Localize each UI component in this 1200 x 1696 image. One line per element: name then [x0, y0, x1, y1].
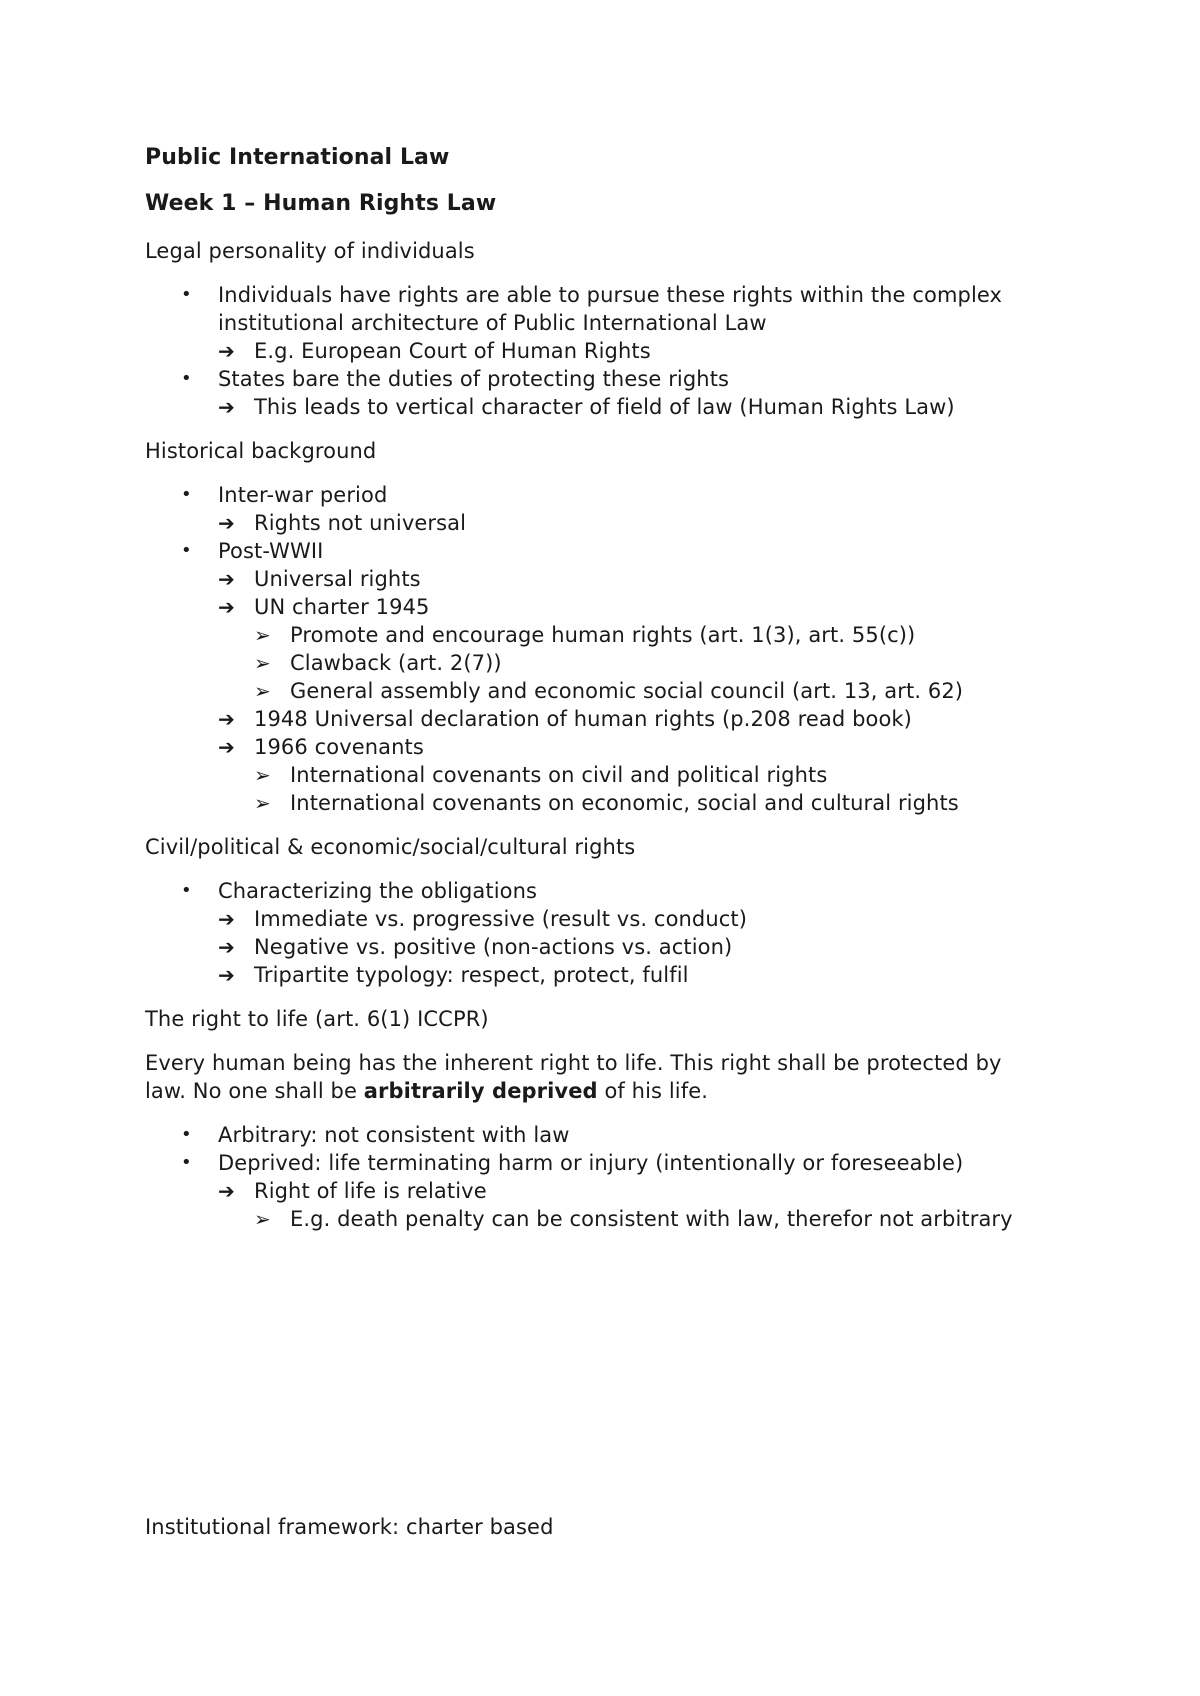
- list-item: Characterizing the obligations: [218, 879, 538, 903]
- list-subitem: 1966 covenants: [254, 735, 424, 759]
- arrow-icon: ➔: [218, 907, 235, 931]
- arrow-icon: ➔: [218, 339, 235, 363]
- bullet-icon: •: [181, 1124, 192, 1145]
- section-heading-institutional: Institutional framework: charter based: [145, 1515, 554, 1539]
- paragraph-text: law. No one shall be: [145, 1079, 364, 1103]
- emphasis-text: arbitrarily deprived: [363, 1079, 598, 1103]
- arrow-icon: ➔: [218, 511, 235, 535]
- section-heading-historical: Historical background: [145, 439, 377, 463]
- arrow-icon: ➔: [218, 935, 235, 959]
- paragraph-text: of his life.: [597, 1079, 708, 1103]
- paragraph-line: [145, 1078, 708, 1104]
- arrow-icon: ➔: [218, 963, 235, 987]
- bullet-icon: •: [181, 1152, 192, 1173]
- list-item-continuation: institutional architecture of Public International Law: [218, 311, 767, 335]
- arrow-icon: ➔: [218, 567, 235, 591]
- chevron-icon: ➢: [254, 623, 271, 647]
- list-item: Post-WWII: [218, 539, 324, 563]
- list-subsubitem: General assembly and economic social council (art. 13, art. 62): [290, 679, 964, 703]
- arrow-icon: ➔: [218, 735, 235, 759]
- section-heading-civil-political: Civil/political & economic/social/cultural rights: [145, 835, 636, 859]
- bullet-icon: •: [181, 540, 192, 561]
- list-item: Inter-war period: [218, 483, 388, 507]
- week-title: Week 1 – Human Rights Law: [145, 191, 497, 216]
- list-item: Deprived: life terminating harm or injury (intentionally or foreseeable): [218, 1151, 964, 1175]
- document-title: Public International Law: [145, 145, 450, 170]
- list-subitem: Immediate vs. progressive (result vs. conduct): [254, 907, 748, 931]
- list-subitem: UN charter 1945: [254, 595, 430, 619]
- chevron-icon: ➢: [254, 679, 271, 703]
- list-subitem: E.g. European Court of Human Rights: [254, 339, 651, 363]
- chevron-icon: ➢: [254, 651, 271, 675]
- bullet-icon: •: [181, 284, 192, 305]
- bullet-icon: •: [181, 484, 192, 505]
- list-subitem: Universal rights: [254, 567, 421, 591]
- arrow-icon: ➔: [218, 395, 235, 419]
- list-subitem: Tripartite typology: respect, protect, fulfil: [254, 963, 689, 987]
- chevron-icon: ➢: [254, 1207, 271, 1231]
- arrow-icon: ➔: [218, 1179, 235, 1203]
- list-item: States bare the duties of protecting these rights: [218, 367, 730, 391]
- list-subsubitem: Promote and encourage human rights (art. 1(3), art. 55(c)): [290, 623, 916, 647]
- section-heading-legal-personality: Legal personality of individuals: [145, 239, 475, 263]
- list-subsubitem: International covenants on economic, social and cultural rights: [290, 791, 959, 815]
- list-subsubitem: International covenants on civil and political rights: [290, 763, 828, 787]
- list-subitem: 1948 Universal declaration of human rights (p.208 read book): [254, 707, 912, 731]
- list-subitem: Rights not universal: [254, 511, 467, 535]
- list-subitem: Negative vs. positive (non-actions vs. action): [254, 935, 733, 959]
- bullet-icon: •: [181, 368, 192, 389]
- list-subsubitem: Clawback (art. 2(7)): [290, 651, 502, 675]
- section-heading-right-to-life: The right to life (art. 6(1) ICCPR): [145, 1007, 489, 1031]
- bullet-icon: •: [181, 880, 192, 901]
- chevron-icon: ➢: [254, 791, 271, 815]
- list-item: Individuals have rights are able to pursue these rights within the complex: [218, 283, 1003, 307]
- arrow-icon: ➔: [218, 595, 235, 619]
- list-subsubitem: E.g. death penalty can be consistent with law, therefor not arbitrary: [290, 1207, 1013, 1231]
- list-item: Arbitrary: not consistent with law: [218, 1123, 570, 1147]
- list-subitem: This leads to vertical character of field of law (Human Rights Law): [254, 395, 955, 419]
- list-subitem: Right of life is relative: [254, 1179, 487, 1203]
- chevron-icon: ➢: [254, 763, 271, 787]
- arrow-icon: ➔: [218, 707, 235, 731]
- paragraph-line: Every human being has the inherent right to life. This right shall be protected by: [145, 1051, 1002, 1075]
